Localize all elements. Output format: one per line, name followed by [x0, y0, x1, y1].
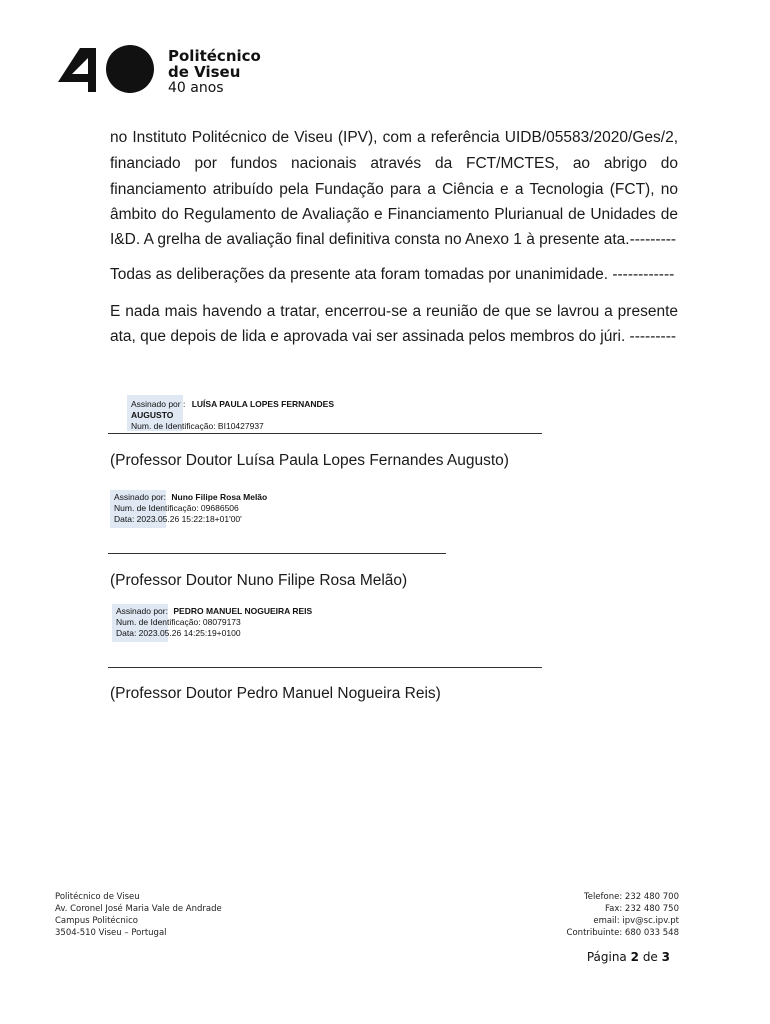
- logo-name-line1: Politécnico: [168, 47, 261, 65]
- signer-id: Num. de Identificação: 08079173: [116, 617, 241, 627]
- paragraph-line: I&D. A grelha de avaliação final definitiva consta no Anexo 1 à presente ata.---------: [110, 231, 677, 248]
- paragraph-line: financiamento atribuído pela Fundação para a Ciência e a Tecnologia (FCT), no: [110, 181, 678, 198]
- signature-line: [108, 553, 446, 554]
- paragraph-line: âmbito do Regulamento de Avaliação e Financiamento Plurianual de Unidades de: [110, 206, 678, 223]
- signer-name: LUÍSA PAULA LOPES FERNANDES: [191, 399, 335, 409]
- paragraph-line: financiado por fundos nacionais através da FCT/MCTES, ao abrigo do: [110, 155, 678, 172]
- page-number: [587, 950, 670, 964]
- signed-by-label: Assinado por:: [116, 606, 168, 616]
- footer-fax: Fax: 232 480 750: [605, 904, 679, 914]
- paragraph-2: Todas as deliberações da presente ata foram tomadas por unanimidade. ------------: [110, 266, 675, 283]
- signer-name-cont: AUGUSTO: [131, 410, 174, 420]
- paragraph-line: ata, que depois de lida e aprovada vai ser assinada pelos membros do júri. ---------: [110, 328, 677, 345]
- footer-contacts: [567, 891, 679, 939]
- signed-by-label: Assinado por:: [114, 492, 166, 502]
- page-sep: de: [642, 950, 658, 964]
- signature-date: Data: 2023.05.26 15:22:18+01'00': [114, 514, 242, 524]
- paragraph-line: E nada mais havendo a tratar, encerrou-se a reunião de que se lavrou a presente: [110, 303, 678, 320]
- signature-caption: (Professor Doutor Nuno Filipe Rosa Melão): [110, 572, 408, 589]
- signature-caption: (Professor Doutor Luísa Paula Lopes Fernandes Augusto): [110, 452, 509, 469]
- footer-phone: Telefone: 232 480 700: [583, 892, 679, 902]
- footer-line: 3504-510 Viseu – Portugal: [55, 928, 167, 938]
- signature-stamp: [114, 492, 267, 525]
- signature-line: [108, 433, 542, 434]
- signature-stamp: [131, 399, 334, 432]
- signer-id: Num. de Identificação: BI10427937: [131, 421, 264, 431]
- footer-line: Av. Coronel José Maria Vale de Andrade: [55, 904, 222, 914]
- signature-stamp: [116, 606, 312, 639]
- signer-name: PEDRO MANUEL NOGUEIRA REIS: [173, 606, 313, 616]
- footer-line: Campus Politécnico: [55, 916, 138, 926]
- signed-by-label: Assinado por :: [131, 399, 186, 409]
- logo-name-line2: de Viseu: [168, 63, 241, 81]
- signature-date: Data: 2023.05.26 14:25:19+0100: [116, 628, 241, 638]
- logo-anos: 40 anos: [168, 80, 224, 96]
- page-prefix: Página: [586, 950, 627, 964]
- footer-email: email: ipv@sc.ipv.pt: [593, 916, 679, 926]
- signer-id: Num. de Identificação: 09686506: [114, 503, 239, 513]
- signature-caption: (Professor Doutor Pedro Manuel Nogueira Reis): [110, 685, 441, 702]
- signer-name: Nuno Filipe Rosa Melão: [171, 492, 268, 502]
- footer-line: Politécnico de Viseu: [55, 892, 140, 902]
- signature-line: [108, 667, 542, 668]
- footer-nif: Contribuinte: 680 033 548: [566, 928, 679, 938]
- logo-40-mark-icon: [58, 44, 158, 96]
- footer-address: [55, 891, 222, 939]
- logo: [58, 44, 268, 96]
- page-current: 2: [630, 950, 639, 964]
- page-total: 3: [661, 950, 670, 964]
- paragraph-line: no Instituto Politécnico de Viseu (IPV), com a referência UIDB/05583/2020/Ges/2,: [110, 129, 678, 146]
